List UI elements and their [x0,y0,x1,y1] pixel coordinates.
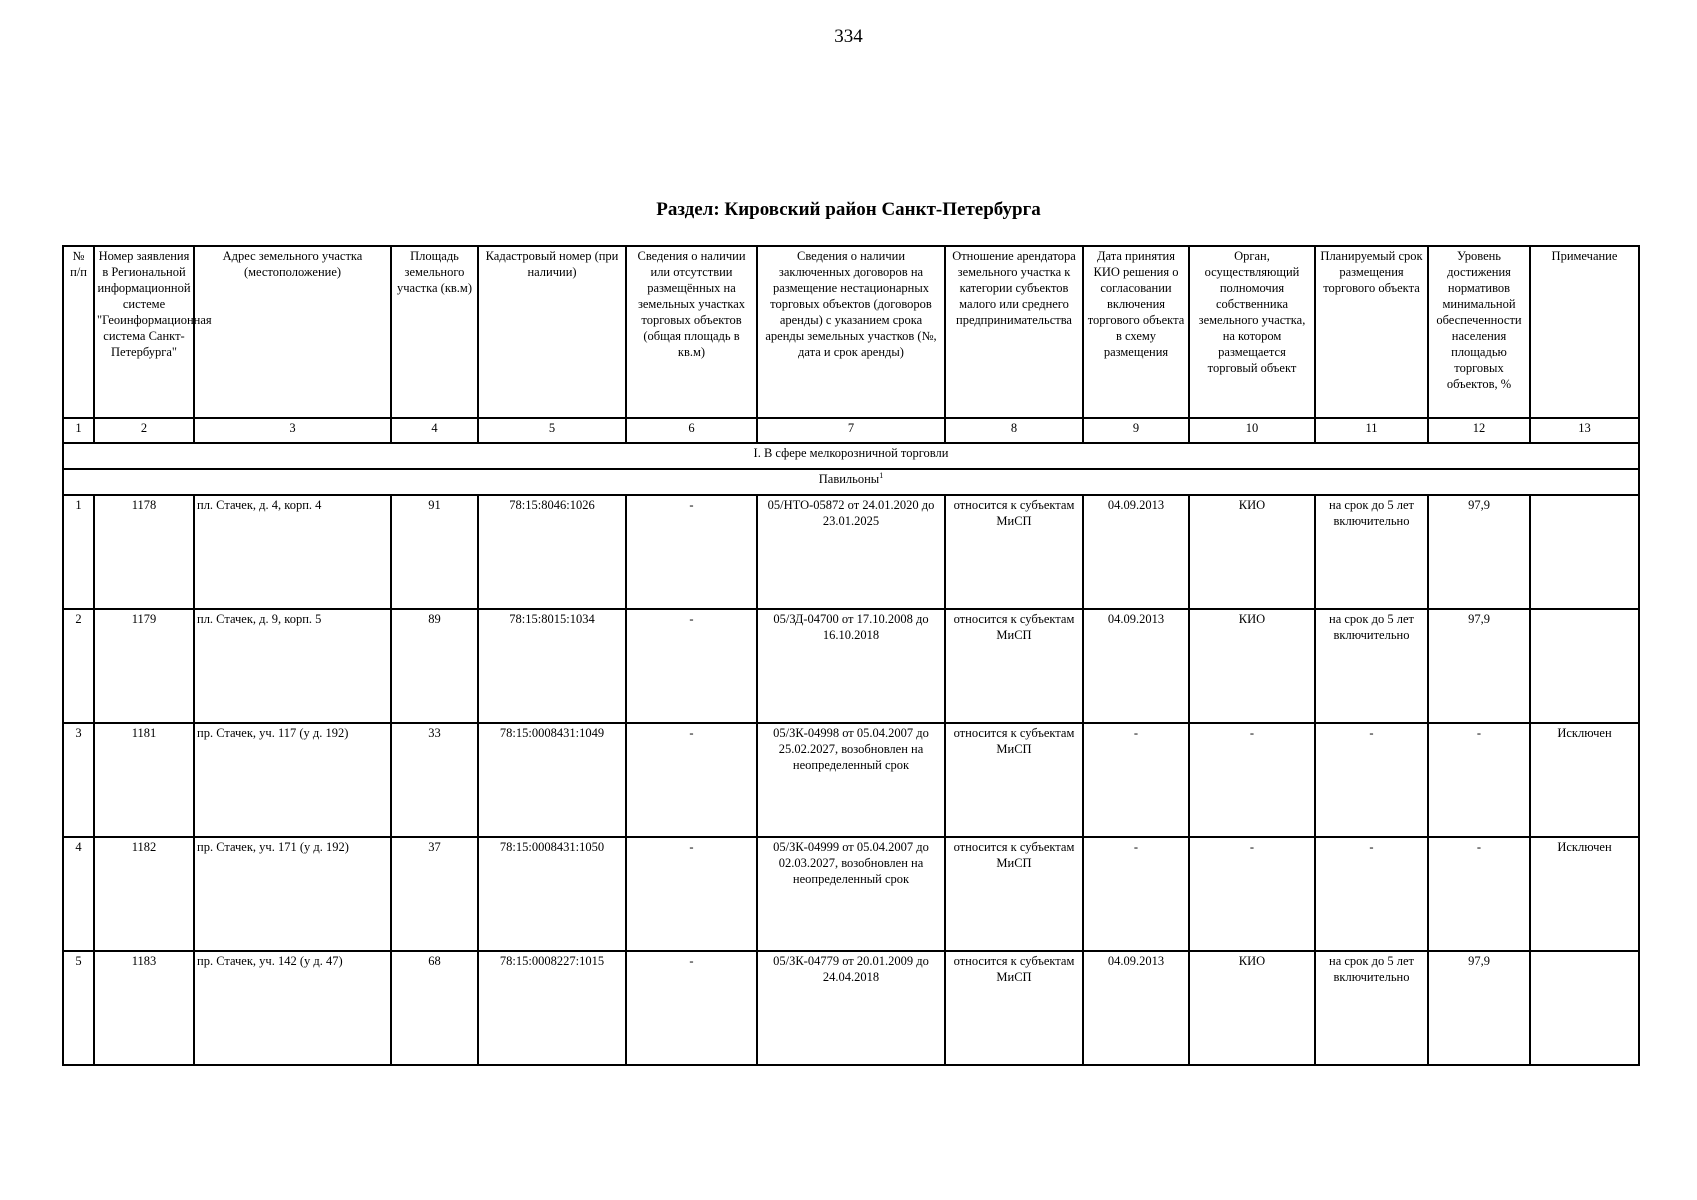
cell-cadastral-number: 78:15:0008431:1050 [478,837,626,951]
cell-note [1530,951,1639,1065]
cell-address: пл. Стачек, д. 9, корп. 5 [194,609,391,723]
header-cell-9: Дата принятия КИО решения о согласовании включения торгового объекта в схему размещения [1083,246,1189,418]
column-number: 1 [63,418,94,443]
cell-owner-authority: КИО [1189,495,1315,609]
column-number: 8 [945,418,1083,443]
cell-contract-info: 05/ЗД-04700 от 17.10.2008 до 16.10.2018 [757,609,945,723]
cell-existing-objects: - [626,609,757,723]
cell-cadastral-number: 78:15:8015:1034 [478,609,626,723]
cell-placement-term: на срок до 5 лет включительно [1315,951,1428,1065]
column-number: 12 [1428,418,1530,443]
table-row [63,951,1639,1065]
cell-address: пр. Стачек, уч. 142 (у д. 47) [194,951,391,1065]
table-row [63,609,1639,723]
header-cell-6: Сведения о наличии или отсутствии размещённых на земельных участках торговых объектов (общая площадь в кв.м) [626,246,757,418]
cell-note [1530,495,1639,609]
header-cell-2: Номер заявления в Региональной информационной системе "Геоинформационная система Санкт-Петербурга" [94,246,194,418]
cell-contract-info: 05/НТО-05872 от 24.01.2020 до 23.01.2025 [757,495,945,609]
cell-approval-date: 04.09.2013 [1083,495,1189,609]
header-cell-1: № п/п [63,246,94,418]
cell-existing-objects: - [626,951,757,1065]
column-number: 13 [1530,418,1639,443]
cell-contract-info: 05/ЗК-04998 от 05.04.2007 до 25.02.2027, возобновлен на неопределенный срок [757,723,945,837]
column-number: 10 [1189,418,1315,443]
cell-application-number: 1182 [94,837,194,951]
cell-existing-objects: - [626,837,757,951]
cell-placement-term: - [1315,723,1428,837]
cell-application-number: 1178 [94,495,194,609]
cell-approval-date: 04.09.2013 [1083,951,1189,1065]
cell-approval-date: - [1083,837,1189,951]
column-number: 9 [1083,418,1189,443]
header-cell-11: Планируемый срок размещения торгового объекта [1315,246,1428,418]
cell-note [1530,609,1639,723]
cell-placement-term: на срок до 5 лет включительно [1315,609,1428,723]
cell-address: пр. Стачек, уч. 117 (у д. 192) [194,723,391,837]
header-cell-8: Отношение арендатора земельного участка к категории субъектов малого или среднего предпринимательства [945,246,1083,418]
cell-placement-term: - [1315,837,1428,951]
cell-approval-date: - [1083,723,1189,837]
cell-provision-level: 97,9 [1428,495,1530,609]
group-row [63,443,1639,469]
cell-area: 68 [391,951,478,1065]
cell-sme-category: относится к субъектам МиСП [945,609,1083,723]
header-cell-12: Уровень достижения нормативов минимальной обеспеченности населения площадью торговых объектов, % [1428,246,1530,418]
column-number: 11 [1315,418,1428,443]
subgroup-cell [63,469,1639,495]
table-row [63,723,1639,837]
cell-application-number: 1183 [94,951,194,1065]
column-number: 5 [478,418,626,443]
cell-owner-authority: - [1189,723,1315,837]
cell-provision-level: 97,9 [1428,951,1530,1065]
header-row [63,246,1639,418]
column-number: 6 [626,418,757,443]
cell-area: 89 [391,609,478,723]
cell-owner-authority: - [1189,837,1315,951]
cell-note: Исключен [1530,837,1639,951]
cell-cadastral-number: 78:15:0008431:1049 [478,723,626,837]
cell-approval-date: 04.09.2013 [1083,609,1189,723]
cell-address: пл. Стачек, д. 4, корп. 4 [194,495,391,609]
subgroup-row [63,469,1639,495]
section-title: Раздел: Кировский район Санкт-Петербурга [656,199,1041,220]
cell-sme-category: относится к субъектам МиСП [945,951,1083,1065]
cell-row-number: 2 [63,609,94,723]
cell-application-number: 1179 [94,609,194,723]
cell-row-number: 3 [63,723,94,837]
cell-provision-level: 97,9 [1428,609,1530,723]
column-number: 3 [194,418,391,443]
cell-area: 37 [391,837,478,951]
column-number: 2 [94,418,194,443]
cell-sme-category: относится к субъектам МиСП [945,495,1083,609]
cell-row-number: 1 [63,495,94,609]
cell-row-number: 5 [63,951,94,1065]
cell-existing-objects: - [626,723,757,837]
footnote-marker: 1 [879,471,884,480]
cell-address: пр. Стачек, уч. 171 (у д. 192) [194,837,391,951]
cell-application-number: 1181 [94,723,194,837]
header-cell-7: Сведения о наличии заключенных договоров на размещение нестационарных торговых объектов (договоров аренды) с указанием срока аренды земельных участков (№, дата и срок аренды) [757,246,945,418]
table-row [63,495,1639,609]
cell-note: Исключен [1530,723,1639,837]
register-table [62,245,1640,1066]
column-number: 4 [391,418,478,443]
group-title: I. В сфере мелкорозничной торговли [63,443,1639,469]
header-cell-5: Кадастровый номер (при наличии) [478,246,626,418]
cell-existing-objects: - [626,495,757,609]
page-number: 334 [834,26,863,47]
subgroup-title: Павильоны [818,472,880,487]
cell-row-number: 4 [63,837,94,951]
table-row [63,837,1639,951]
column-number-row [63,418,1639,443]
header-cell-10: Орган, осуществляющий полномочия собственника земельного участка, на котором размещается торговый объект [1189,246,1315,418]
cell-sme-category: относится к субъектам МиСП [945,837,1083,951]
header-cell-13: Примечание [1530,246,1639,418]
cell-provision-level: - [1428,837,1530,951]
cell-provision-level: - [1428,723,1530,837]
cell-owner-authority: КИО [1189,951,1315,1065]
cell-sme-category: относится к субъектам МиСП [945,723,1083,837]
cell-placement-term: на срок до 5 лет включительно [1315,495,1428,609]
header-cell-4: Площадь земельного участка (кв.м) [391,246,478,418]
cell-owner-authority: КИО [1189,609,1315,723]
header-cell-3: Адрес земельного участка (местоположение) [194,246,391,418]
cell-area: 33 [391,723,478,837]
cell-area: 91 [391,495,478,609]
cell-contract-info: 05/ЗК-04999 от 05.04.2007 до 02.03.2027, возобновлен на неопределенный срок [757,837,945,951]
column-number: 7 [757,418,945,443]
cell-cadastral-number: 78:15:0008227:1015 [478,951,626,1065]
cell-contract-info: 05/ЗК-04779 от 20.01.2009 до 24.04.2018 [757,951,945,1065]
cell-cadastral-number: 78:15:8046:1026 [478,495,626,609]
